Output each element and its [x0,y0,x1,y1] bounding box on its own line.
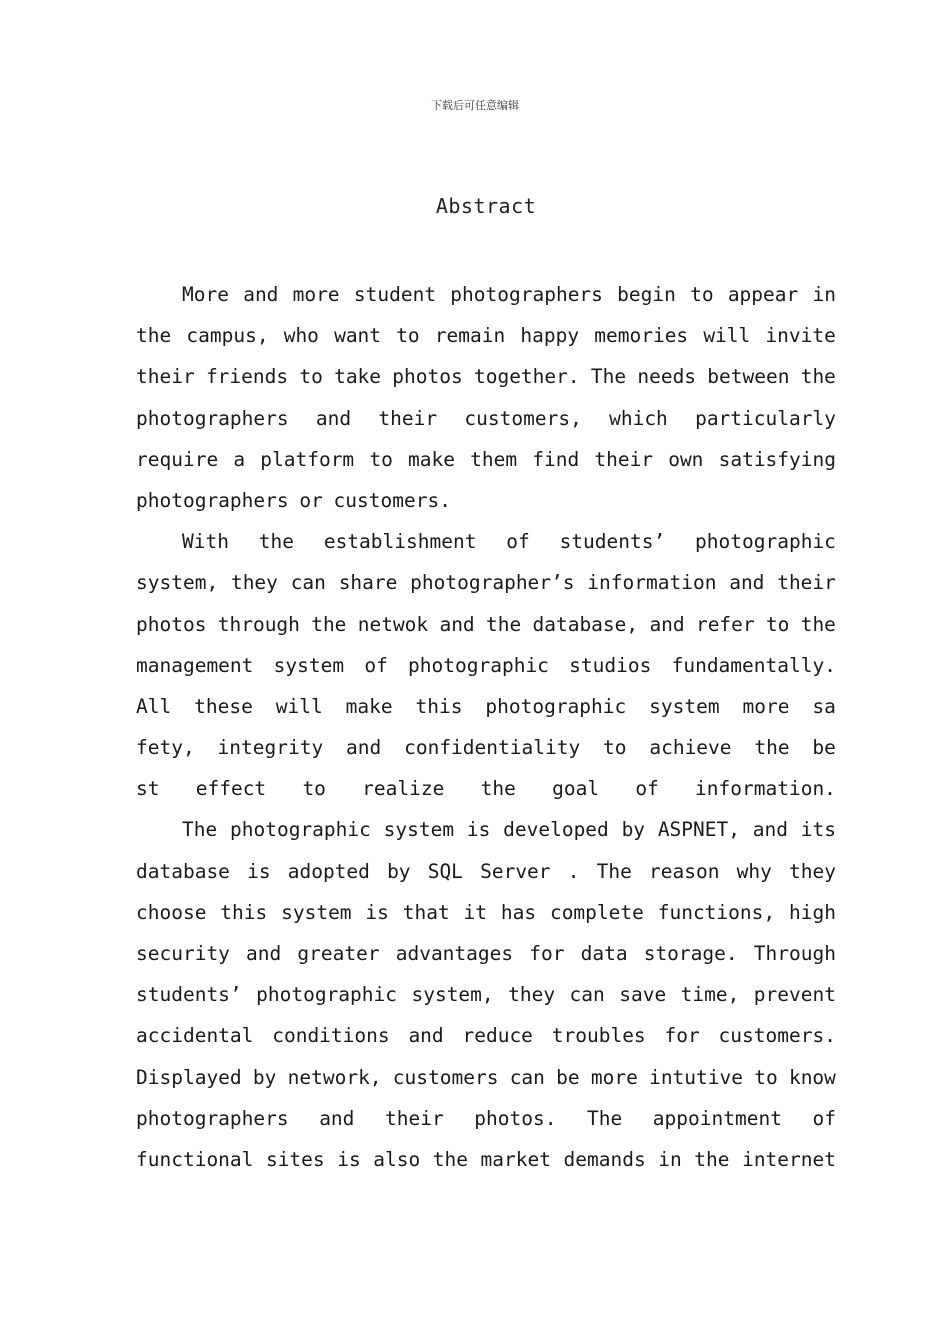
word: customers, [464,406,582,430]
word: is [247,859,271,883]
word: that [402,900,450,924]
word: memories [594,324,689,348]
word: student [353,283,437,306]
word: More [182,283,229,306]
word: will [703,324,751,348]
word: campus, [186,324,269,348]
word: the [800,365,836,389]
text-line [136,562,836,603]
text-line [136,398,836,439]
word: this [220,900,268,924]
word: their [136,365,195,389]
word: system [383,818,455,842]
word: the [311,612,347,636]
text-line [136,727,836,768]
word: to [396,324,420,348]
word: the [800,612,836,636]
text-line [136,274,836,315]
word: the [485,612,522,636]
text-line [136,1139,836,1180]
word: they [230,571,278,595]
word: by [621,818,646,842]
word: fety, [136,736,195,760]
word: The [182,818,218,842]
word: greater [297,942,380,965]
word: their [384,1106,444,1130]
page-header-note: 下载后可任意编辑 [431,99,519,112]
word: for [664,1024,700,1048]
text-line [136,809,836,850]
word: intutive [649,1065,743,1089]
word: require [136,447,219,471]
abstract-title: Abstract [435,194,537,218]
word: know [788,1065,836,1089]
word: system, [136,571,219,595]
word: high [788,900,836,924]
word: and [346,736,382,760]
word: storage. [643,942,738,965]
word: system, [411,983,494,1007]
word: troubles [551,1024,646,1048]
word: system [281,900,352,924]
word: security [136,942,230,965]
word: more [742,694,790,718]
word: their [378,406,438,430]
word: accidental [136,1024,254,1048]
text-line [136,645,836,686]
word: happy [520,324,580,348]
word: ASPNET, [657,818,740,842]
word: realize [362,777,445,801]
word: st [136,777,160,801]
word: Through [753,942,836,965]
word: fundamentally. [671,653,836,677]
word: photographic [256,983,398,1007]
word: to [369,447,393,471]
word: and [649,612,685,636]
word: can [290,571,326,595]
word: in [658,1147,682,1171]
word: to [299,365,323,389]
word: why [736,859,772,883]
word: begin [617,283,676,306]
text-line [136,892,836,933]
word: and [319,1106,355,1130]
word: by [387,859,411,883]
text-line [136,851,836,892]
word: and [408,1024,444,1048]
word: by [252,1065,277,1089]
word: system [649,694,720,718]
word: is [365,900,389,924]
word: The [590,365,627,389]
word: these [194,694,253,718]
word: photographer’s [410,571,575,595]
word: will [275,694,323,718]
word: photographic [408,653,549,677]
text-line [136,439,836,480]
word: functions, [657,900,776,924]
word: in [812,283,836,306]
text-line [136,686,836,727]
word: internet [742,1147,836,1171]
word: photographic [485,694,627,718]
word: satisfying [718,447,836,471]
word: customers [392,1065,499,1089]
word: studios [569,653,652,677]
word: adopted [287,859,370,883]
word: The [596,859,632,883]
word: their [594,447,654,471]
word: confidentiality [404,736,581,760]
word: through [217,612,300,636]
word: platform [260,447,355,471]
word: integrity [217,736,324,760]
word: reduce [462,1024,533,1048]
word: photographic [230,818,371,842]
word: to [690,283,714,306]
word: the [754,736,790,760]
word: With [182,530,229,554]
word: want [334,324,382,348]
word: photographers [136,488,289,512]
word: own [668,447,704,471]
word: the [136,324,172,348]
word: and [246,942,282,965]
word: to [603,736,627,760]
word: of [506,530,530,554]
text-line [136,521,836,562]
word: photographers [136,1106,289,1130]
word: the [432,1147,468,1171]
word: which [609,406,668,430]
word: complete [549,900,644,924]
word: make [345,694,393,718]
text-line [136,933,836,974]
word: demands [563,1147,646,1171]
word: The [587,1106,623,1130]
word: can [509,1065,545,1089]
word: goal [552,777,600,801]
word: photos. [474,1106,557,1130]
word: sa [812,694,836,718]
word: reason [649,859,720,883]
word: is [466,818,491,842]
word: photographers [450,283,603,306]
word: refer [695,612,755,636]
word: photographers [136,406,289,430]
word: conditions [272,1024,390,1048]
word: . [567,859,580,883]
word: data [580,942,628,965]
word: save [619,983,667,1007]
text-line [136,1098,836,1139]
word: more [292,283,340,306]
word: has [500,900,537,924]
word: particularly [695,406,836,430]
word: can [569,983,605,1007]
word: be [556,1065,580,1089]
word: their [777,571,836,595]
word: database [136,859,230,883]
word: appear [727,283,799,306]
word: this [415,694,463,718]
word: the [694,1147,730,1171]
word: a [233,447,246,471]
word: Server [480,859,551,883]
word: of [812,1106,836,1130]
word: find [532,447,580,471]
word: between [707,365,790,389]
word: be [812,736,836,760]
text-line [136,315,836,356]
text-line [136,1015,836,1056]
word: remain [434,324,506,348]
abstract-body [136,274,836,1180]
word: appointment [652,1106,782,1130]
word: of [635,777,659,801]
word: more [590,1065,638,1089]
word: the [480,777,516,801]
word: students’ [559,530,666,554]
word: needs [637,365,697,389]
word: they [789,859,836,883]
word: they [508,983,556,1007]
text-line [136,604,836,645]
word: SQL [427,859,463,883]
word: customers. [333,488,451,512]
word: prevent [753,983,836,1007]
text-line [136,356,836,397]
word: and [315,406,352,430]
word: also [373,1147,421,1171]
word: of [364,653,388,677]
word: developed [503,818,609,842]
word: to [765,612,790,636]
word: and [243,283,279,306]
word: achieve [649,736,732,760]
word: to [754,1065,778,1089]
word: system [273,653,345,677]
word: customers. [718,1024,836,1048]
word: and [729,571,765,595]
word: the [258,530,295,554]
word: database, [532,612,639,636]
word: Displayed [136,1065,242,1089]
word: students’ [136,983,242,1007]
text-line [136,480,836,521]
word: and [752,818,788,842]
word: market [480,1147,551,1171]
word: is [337,1147,361,1171]
word: friends [205,365,289,389]
word: information. [695,777,836,801]
word: together. [473,365,580,389]
word: its [800,818,836,842]
word: functional [136,1147,254,1171]
word: or [299,488,323,512]
word: netwok [357,612,429,636]
word: All [136,694,172,718]
text-line [136,768,836,809]
word: network, [287,1065,382,1089]
word: effect [195,777,267,801]
word: them [470,447,518,471]
word: for [529,942,565,965]
text-line [136,1057,836,1098]
word: information [587,571,717,595]
word: photographic [695,530,836,554]
word: and [439,612,475,636]
word: choose [136,900,207,924]
word: to [302,777,326,801]
word: establishment [323,530,477,554]
word: make [407,447,455,471]
word: share [338,571,398,595]
word: take [334,365,382,389]
word: photos [136,612,207,636]
word: management [136,653,254,677]
word: advantages [395,942,514,965]
word: photos [392,365,463,389]
word: invite [765,324,836,348]
word: who [283,324,319,348]
word: it [463,900,488,924]
word: time, [680,983,740,1007]
word: sites [265,1147,325,1171]
text-line [136,974,836,1015]
